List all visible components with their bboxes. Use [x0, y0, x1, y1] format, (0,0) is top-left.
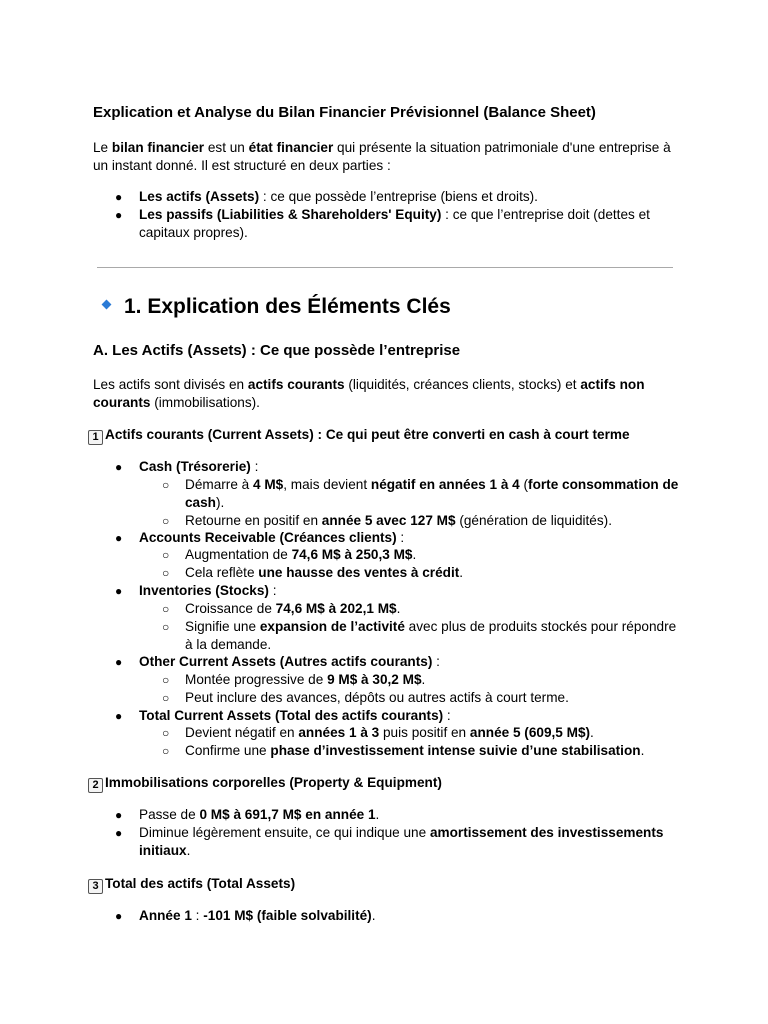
- item-text: Augmentation de: [185, 547, 292, 562]
- item-text: Cela reflète: [185, 565, 259, 580]
- bullet-icon: ●: [115, 709, 123, 723]
- bullet-icon: ●: [115, 531, 123, 545]
- item-text: Montée progressive de: [185, 672, 328, 687]
- item-text: .: [459, 565, 464, 580]
- item-text: .: [421, 672, 426, 687]
- document-title: Explication et Analyse du Bilan Financier Prévisionnel (Balance Sheet): [93, 104, 596, 121]
- para-bold: actifs courants: [247, 377, 345, 392]
- intro-paragraph: [93, 139, 673, 175]
- item-bold: Total Current Assets (Total des actifs courants): [139, 708, 444, 723]
- list-item-accounts-receivable: [93, 529, 683, 547]
- section-heading: [103, 295, 451, 319]
- item-bold: Accounts Receivable (Créances clients): [139, 530, 397, 545]
- item-text: Signifie une: [185, 619, 260, 634]
- para-bold: actifs non courants: [93, 377, 645, 410]
- sub-list-item: [93, 600, 683, 618]
- item-text: :: [396, 530, 405, 545]
- circle-bullet-icon: ○: [162, 548, 170, 562]
- item-bold: expansion de l’activité: [259, 619, 405, 634]
- item-text: .: [640, 743, 645, 758]
- bullet-icon: ●: [115, 909, 123, 923]
- circle-bullet-icon: ○: [162, 691, 170, 705]
- item-text: .: [412, 547, 417, 562]
- list-item-ppe: [93, 824, 683, 860]
- item-bold: -101 M$ (faible solvabilité): [203, 908, 372, 923]
- para-text: (liquidités, créances clients, stocks) et: [344, 377, 581, 392]
- sub-list-item: [93, 689, 683, 707]
- item-bold: une hausse des ventes à crédit: [258, 565, 460, 580]
- item-bold: Inventories (Stocks): [139, 583, 269, 598]
- item-text: .: [396, 601, 401, 616]
- keycap-one-icon: 1: [88, 430, 103, 445]
- item-bold: amortissement des investissements initiaux: [139, 825, 664, 858]
- sub-list-item: [93, 671, 683, 689]
- list-item-passifs: [93, 206, 683, 242]
- circle-bullet-icon: ○: [162, 673, 170, 687]
- numbered-heading-text: Ce qui peut être converti en cash à court terme: [325, 427, 630, 442]
- item-text: :: [250, 459, 259, 474]
- sub-list-item: [93, 546, 683, 564]
- circle-bullet-icon: ○: [162, 602, 170, 616]
- item-text: Retourne en positif en: [185, 513, 322, 528]
- circle-bullet-icon: ○: [162, 620, 170, 634]
- circle-bullet-icon: ○: [162, 566, 170, 580]
- bullet-icon: ●: [115, 208, 123, 222]
- item-bold: Other Current Assets (Autres actifs courants): [139, 654, 433, 669]
- item-text: .: [375, 807, 380, 822]
- subsection-heading: A. Les Actifs (Assets) : Ce que possède l’entreprise: [93, 342, 461, 359]
- intro-bold: bilan financier: [111, 140, 205, 155]
- sub-list-item: [93, 618, 683, 654]
- list-item-ppe: [93, 806, 683, 824]
- item-text: Passe de: [139, 807, 200, 822]
- bullet-icon: ●: [115, 460, 123, 474]
- item-bold: année 5 (609,5 M$): [469, 725, 591, 740]
- item-text: .: [186, 843, 191, 858]
- item-bold: année 5 avec 127 M$: [321, 513, 456, 528]
- numbered-heading-text: Total des actifs (Total Assets): [105, 876, 296, 891]
- bullet-icon: ●: [115, 826, 123, 840]
- bullet-icon: ●: [115, 808, 123, 822]
- item-text: ).: [215, 495, 225, 510]
- diamond-icon: [102, 300, 112, 310]
- item-text: , mais devient: [283, 477, 371, 492]
- sub-list-item: [93, 476, 683, 512]
- item-bold: 74,6 M$ à 250,3 M$: [291, 547, 413, 562]
- numbered-heading-3: [88, 875, 295, 894]
- intro-text: est un: [204, 140, 249, 155]
- bullet-icon: ●: [115, 655, 123, 669]
- numbered-heading-text: Actifs courants (Current Assets): [105, 427, 314, 442]
- item-text: puis positif en: [379, 725, 470, 740]
- list-item-inventories: [93, 582, 683, 600]
- section-heading-text: 1. Explication des Éléments Clés: [124, 295, 451, 318]
- item-text: avec plus de produits stockés pour répondre à la demande.: [185, 619, 677, 652]
- item-text: Devient négatif en: [185, 725, 299, 740]
- circle-bullet-icon: ○: [162, 726, 170, 740]
- sub-list-item: [93, 742, 683, 760]
- keycap-three-icon: 3: [88, 879, 103, 894]
- item-text: Démarre à: [185, 477, 253, 492]
- circle-bullet-icon: ○: [162, 478, 170, 492]
- sub-list-item: [93, 564, 683, 582]
- item-bold: Les passifs (Liabilities & Shareholders' Equity): [139, 207, 442, 222]
- intro-text: Le: [93, 140, 112, 155]
- item-bold: 4 M$: [253, 477, 284, 492]
- list-item-other-current-assets: [93, 653, 683, 671]
- numbered-heading-1: [88, 426, 630, 445]
- item-text: : ce que l’entreprise doit (dettes et capitaux propres).: [139, 207, 650, 240]
- intro-bold: état financier: [248, 140, 334, 155]
- numbered-heading-text: Immobilisations corporelles (Property & Equipment): [105, 775, 442, 790]
- circle-bullet-icon: ○: [162, 744, 170, 758]
- item-text: (: [519, 477, 529, 492]
- numbered-heading-text: :: [313, 427, 326, 442]
- item-text: : ce que possède l’entreprise (biens et droits).: [259, 189, 538, 204]
- list-item-actifs: [93, 188, 683, 206]
- list-item-cash: [93, 458, 683, 476]
- actifs-paragraph: [93, 376, 683, 412]
- item-bold: 9 M$ à 30,2 M$: [327, 672, 422, 687]
- item-bold: phase d’investissement intense suivie d’une stabilisation: [270, 743, 641, 758]
- item-text: Diminue légèrement ensuite, ce qui indique une: [139, 825, 430, 840]
- item-text: :: [268, 583, 277, 598]
- item-bold: années 1 à 3: [298, 725, 380, 740]
- item-bold: Année 1: [139, 908, 192, 923]
- intro-text: qui présente la situation patrimoniale d'une entreprise à un instant donné. Il est structuré en deux parties :: [93, 140, 671, 173]
- bullet-icon: ●: [115, 584, 123, 598]
- item-bold: 0 M$ à 691,7 M$ en année 1: [199, 807, 376, 822]
- sub-list-item: [93, 512, 683, 530]
- item-text: (génération de liquidités).: [455, 513, 612, 528]
- item-text: .: [371, 908, 376, 923]
- para-text: Les actifs sont divisés en: [93, 377, 248, 392]
- numbered-heading-2: [88, 774, 442, 793]
- keycap-two-icon: 2: [88, 778, 103, 793]
- item-text: :: [191, 908, 204, 923]
- list-item-total-current-assets: [93, 707, 683, 725]
- item-text: :: [443, 708, 451, 723]
- item-text: Confirme une: [185, 743, 271, 758]
- item-bold: 74,6 M$ à 202,1 M$: [275, 601, 397, 616]
- para-text: (immobilisations).: [150, 395, 260, 410]
- horizontal-divider: [97, 267, 673, 268]
- item-text: Croissance de: [185, 601, 276, 616]
- bullet-icon: ●: [115, 190, 123, 204]
- item-text: .: [590, 725, 594, 740]
- sub-list-item: [93, 724, 683, 742]
- item-text: Peut inclure des avances, dépôts ou autres actifs à court terme.: [185, 690, 569, 705]
- item-bold: Les actifs (Assets): [139, 189, 260, 204]
- item-bold: Cash (Trésorerie): [139, 459, 251, 474]
- item-bold: forte consommation de cash: [185, 477, 679, 510]
- circle-bullet-icon: ○: [162, 514, 170, 528]
- item-text: :: [432, 654, 440, 669]
- list-item-total-assets: [93, 907, 683, 925]
- item-bold: négatif en années 1 à 4: [370, 477, 520, 492]
